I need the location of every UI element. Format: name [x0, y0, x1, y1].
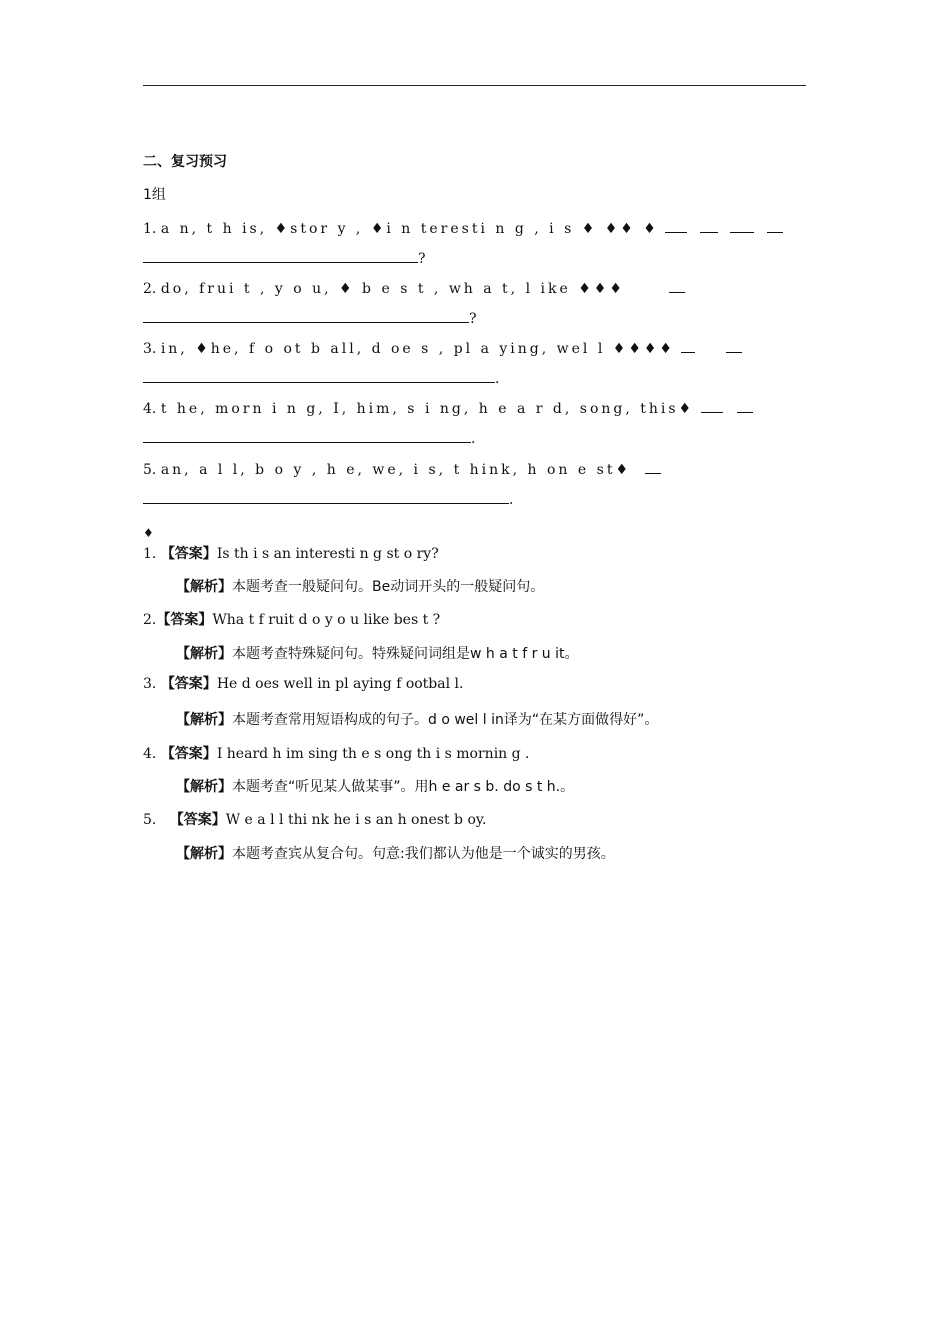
explanation-text: 本题考查特殊疑问句。特殊疑问词组是w h a t f r u it。 — [232, 646, 579, 662]
explanation-label: 【解析】 — [176, 579, 232, 595]
question-3 — [143, 340, 742, 358]
answer-marker: ♦ — [143, 526, 155, 540]
answer-blank[interactable] — [143, 491, 509, 504]
explanation-3 — [176, 711, 658, 729]
question-number: 1. — [143, 221, 157, 237]
explanation-4 — [176, 778, 574, 796]
question-4 — [143, 400, 753, 418]
question-2 — [143, 280, 685, 298]
answer-text: Is th i s an interesti n g st o ry? — [216, 546, 439, 562]
answer-blank[interactable] — [143, 370, 495, 383]
answer-number: 4. — [143, 746, 157, 762]
header-rule — [143, 85, 806, 86]
answer-text: He d oes well in pl aying f ootbal l. — [216, 676, 464, 692]
question-number: 5. — [143, 462, 157, 478]
explanation-label: 【解析】 — [176, 712, 232, 728]
explanation-text: 本题考查一般疑问句。Be动词开头的一般疑问句。 — [232, 579, 545, 595]
explanation-label: 【解析】 — [176, 646, 232, 662]
question-end: . — [509, 492, 514, 508]
answer-text: Wha t f ruit d o y o u like bes t ? — [212, 612, 441, 628]
answer-3 — [143, 675, 463, 693]
question-number: 3. — [143, 341, 157, 357]
explanation-text: 本题考查宾从复合句。句意:我们都认为他是一个诚实的男孩。 — [232, 846, 615, 862]
answer-2 — [143, 611, 440, 629]
answer-text: I heard h im sing th e s ong th i s mornin g . — [216, 746, 530, 762]
question-1 — [143, 220, 783, 238]
question-words: t he, morn i n g, I, him, s i ng, h e a r d, song, this♦ — [160, 401, 695, 417]
question-2-line2 — [143, 310, 477, 328]
question-5-line2 — [143, 491, 513, 509]
explanation-1 — [176, 578, 544, 596]
question-end: . — [471, 431, 476, 447]
answer-label: 【答案】 — [160, 546, 217, 562]
question-end: ? — [469, 311, 477, 327]
group-label: 1组 — [143, 187, 166, 203]
answer-1 — [143, 545, 439, 563]
answer-number: 1. — [143, 546, 157, 562]
question-5 — [143, 461, 661, 479]
question-3-line2 — [143, 370, 499, 388]
answer-5 — [143, 811, 486, 829]
question-end: ? — [418, 251, 426, 267]
answer-text: W e a l l thi nk he i s an h onest b oy. — [225, 812, 487, 828]
answer-label: 【答案】 — [160, 676, 217, 692]
answer-blank[interactable] — [143, 430, 471, 443]
question-end: . — [495, 371, 500, 387]
question-words: a n, t h is, ♦stor y , ♦i n teresti n g , i s ♦ ♦♦ ♦ — [160, 221, 659, 237]
answer-blank[interactable] — [143, 250, 418, 263]
section-title: 二、复习预习 — [143, 154, 227, 170]
question-words: in, ♦he, f o ot b all, d oe s , pl a ying, wel l ♦♦♦♦ — [160, 341, 675, 357]
question-words: do, frui t , y o u, ♦ b e s t , wh a t, l ike ♦♦♦ — [160, 281, 625, 297]
explanation-text: 本题考查“听见某人做某事”。用h e ar s b. do s t h.。 — [232, 779, 575, 795]
answer-label: 【答案】 — [160, 746, 217, 762]
question-number: 4. — [143, 401, 157, 417]
explanation-text: 本题考查常用短语构成的句子。d o wel l in译为“在某方面做得好”。 — [232, 712, 659, 728]
answer-4 — [143, 745, 530, 763]
answer-blank[interactable] — [143, 310, 469, 323]
answer-label: 【答案】 — [169, 812, 226, 828]
answer-number: 5. — [143, 812, 157, 828]
question-number: 2. — [143, 281, 157, 297]
explanation-label: 【解析】 — [176, 846, 232, 862]
explanation-5 — [176, 845, 615, 863]
answer-label: 【答案】 — [156, 612, 213, 628]
answer-number: 3. — [143, 676, 157, 692]
question-words: an, a l l, b o y , h e, we, i s, t hink, h on e st♦ — [160, 462, 631, 478]
question-4-line2 — [143, 430, 475, 448]
explanation-label: 【解析】 — [176, 779, 232, 795]
answer-number: 2. — [143, 612, 157, 628]
explanation-2 — [176, 645, 578, 663]
question-1-line2 — [143, 250, 426, 268]
